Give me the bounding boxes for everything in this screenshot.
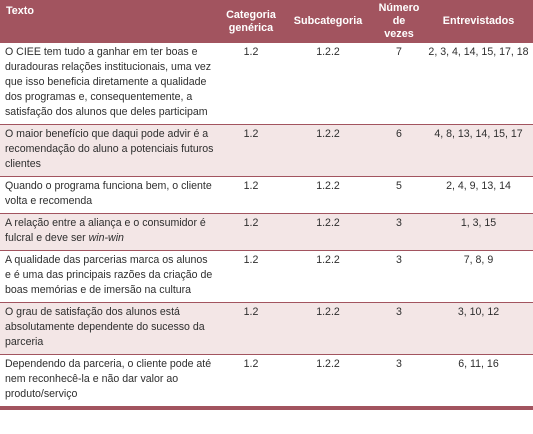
cell-entrevistados: 4, 8, 13, 14, 15, 17 [434,128,523,140]
table-row [0,303,533,355]
table-body [0,43,533,408]
cell-categoria: 1.2 [243,306,259,318]
cell-numero: 5 [396,180,402,192]
cell-texto-italic: win-win [88,232,124,244]
cell-categoria: 1.2 [243,217,259,229]
cell-texto: O grau de satisfação dos alunos está absolutamente dependente do sucesso da parceria [5,306,205,348]
table-row [0,125,533,177]
cell-subcategoria: 1.2.2 [316,306,340,318]
cell-texto: O CIEE tem tudo a ganhar em ter boas e duradouras relações institucionais, uma vez que isso beneficia diretamente a qualidade dos programas e, consequentemente, a satisfação dos alunos que deles participam [5,46,212,118]
cell-numero: 3 [396,254,402,266]
cell-subcategoria: 1.2.2 [316,46,340,58]
cell-texto: Dependendo da parceria, o cliente pode até nem reconhecê-la e não dar valor ao produto/serviço [5,358,212,400]
cell-subcategoria: 1.2.2 [316,358,340,370]
table-row [0,251,533,303]
table-header [0,0,533,43]
cell-numero: 3 [396,358,402,370]
cell-subcategoria: 1.2.2 [316,180,340,192]
cell-categoria: 1.2 [243,358,259,370]
header-numero: Número de vezes [378,2,420,40]
cell-entrevistados: 3, 10, 12 [457,306,500,318]
cell-entrevistados: 2, 4, 9, 13, 14 [446,180,511,192]
header-entrevistados: Entrevistados [442,15,515,27]
cell-categoria: 1.2 [243,254,259,266]
cell-numero: 6 [396,128,402,140]
cell-texto: A qualidade das parcerias marca os alunos e é uma das principais razões da criação de boas memórias e de imersão na cultura [5,254,213,296]
cell-texto: O maior benefício que daqui pode advir é a recomendação do aluno a potenciais futuros clientes [5,128,214,170]
header-row [0,0,533,43]
cell-numero: 3 [396,217,402,229]
cell-entrevistados: 2, 3, 4, 14, 15, 17, 18 [428,46,529,58]
cell-categoria: 1.2 [243,180,259,192]
cell-subcategoria: 1.2.2 [316,128,340,140]
cell-texto [0,214,220,251]
cell-entrevistados: 6, 11, 16 [458,358,499,370]
cell-subcategoria: 1.2.2 [316,254,340,266]
cell-categoria: 1.2 [243,46,259,58]
cell-categoria: 1.2 [243,128,259,140]
table-row [0,43,533,125]
header-subcategoria: Subcategoria [293,15,363,27]
table-row [0,177,533,214]
cell-entrevistados: 7, 8, 9 [463,254,494,266]
header-categoria: Categoria genérica [226,8,276,34]
cell-numero: 7 [396,46,402,58]
cell-texto: Quando o programa funciona bem, o cliente volta e recomenda [5,180,212,207]
table-row [0,214,533,251]
cell-texto-prefix: A relação entre a aliança e o consumidor é fulcral e deve ser [5,217,206,244]
cell-subcategoria: 1.2.2 [316,217,340,229]
table-row [0,355,533,409]
cell-numero: 3 [396,306,402,318]
cell-entrevistados: 1, 3, 15 [460,217,497,229]
header-texto: Texto [6,5,34,17]
